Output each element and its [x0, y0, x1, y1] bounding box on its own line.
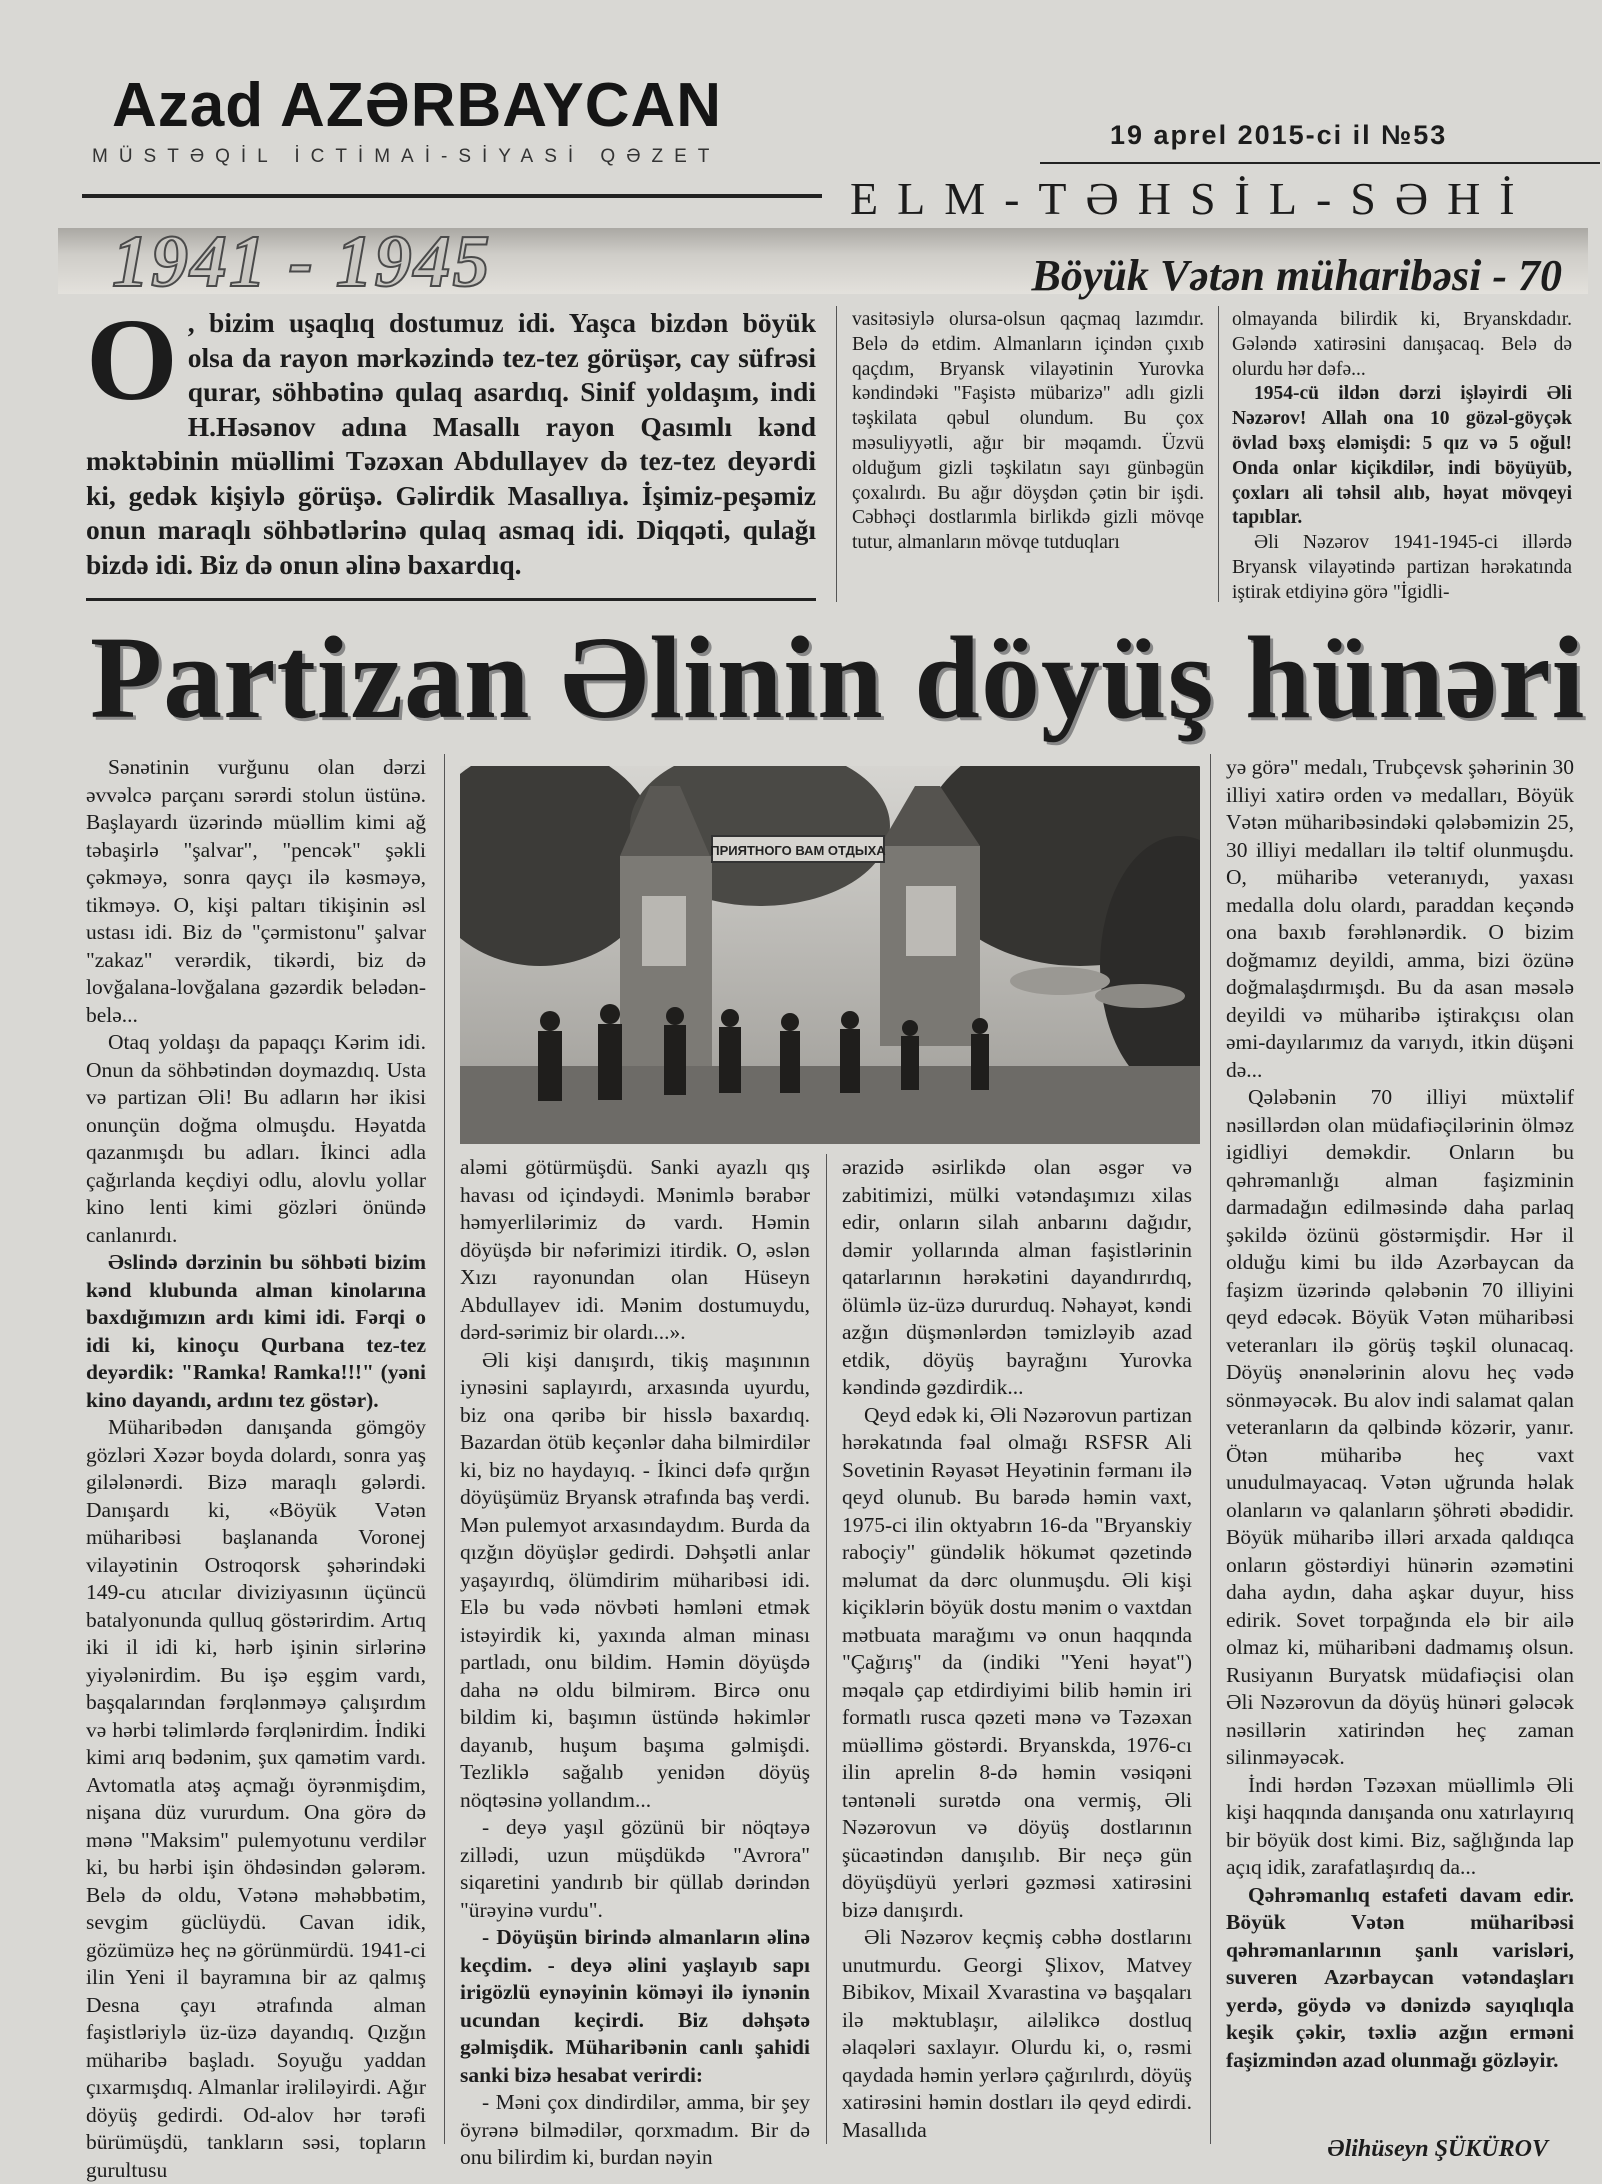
paragraph: Qeyd edək ki, Əli Nəzərovun partizan hərəkatında fəal olmağı RSFSR Ali Sovetinin Rəyasət Heyətinin fərmanı ilə qeyd olunub. Bu barədə həmin vaxt, 1975-ci ilin oktyabrın 16-da "Bryanskiy raboçiy" gündəlik hökumət qəzetində məlumat da dərc olunmuşdu. Əli kişi kiçiklərin böyük dostu mənim o vaxtdan mətbuata marağımı və onun haqqında "Çağırış" da (indiki "Yeni həyat") məqalə çap etdirdiyimi bilib həmin iri formatlı rusca qəzeti mənə və Təzəxan müəllimə göstərdi. Bryanskda, 1976-cı ilin aprelin 8-də həmin vəsiqəni təntənəli surətdə ona vermiş, Əli Nəzərovun və döyüş dostlarının şücaətindən danışılıb. Bir neçə gün döyüşdüyü yerləri gəzməsi xatirəsini bizə danışırdı.	[842, 1402, 1192, 1922]
column-4	[1226, 754, 1574, 2074]
issue-rule	[1040, 162, 1600, 164]
column-3	[842, 1154, 1192, 2144]
headline: Partizan Əlinin döyüş hünəri	[90, 612, 1586, 743]
column-2	[460, 1154, 810, 2172]
column-divider	[444, 754, 445, 2144]
paragraph: Qələbənin 70 illiyi müxtəlif nəsillərdən olan müdafiəçilərinin ölməz igidliyi deməkdir. Onların bu qəhrəmanlığı alman faşizminin darmadağın edilməsində daha parlaq şəkildə özünü göstərmişdir. Hər il olduğu kimi bu ildə Azərbaycan da faşizm üzərində qələbənin 70 illiyini qeyd edəcək. Böyük Vətən müharibəsi veteranları ilə görüş təşkil olunacaq. Döyüş ənənələrinin alovu heç vədə sönməyəcək. Bu alov indi salamat qalan veteranların da qəlbində közərir, yanır. Ötən müharibə heç vaxt unudulmayacaq. Vətən uğrunda həlak olanların və qalanların şöhrəti əbədidir. Böyük müharibə illəri arxada qaldıqca onların göstərdiyi hünərin əzəmətini daha aydın, daha aşkar duyur, hiss edirik. Sovet torpağında elə bir ailə olmaz ki, müharibəni dadmamış olsun. Rusiyanın Buryatsk müdafiəçisi olan Əli Nəzərovun da döyüş hünəri gələcək nəsillərin xatirindən heç zaman silinməyəcək.	[1226, 1085, 1574, 1769]
paragraph: Əslində dərzinin bu söhbəti bizim kənd klubunda alman kinolarına baxdığımızın ardı kimi idi. Fərqi o idi ki, kinoçu Qurbana tez-tez deyərdik: "Ramka! Ramka!!!" (yəni kino dayandı, ardını tez göstər).	[86, 1250, 426, 1412]
paragraph: Sənətinin vurğunu olan dərzi əvvəlcə parçanı sərərdi stolun üstünə. Başlayardı üzərində müəllim kimi ağ təbaşirlə "şalvar", "pencək" şəkli çəkməyə, sonra qayçı ilə kəsməyə, tikməyə. O, kişi paltarı tikişinin əsl ustası idi. Biz də "çərmistonu" şalvar "zakaz" verərdik, tikərdi, biz də lovğalana-lovğalana gəzərdik belədən-belə...	[86, 755, 426, 1027]
paragraph: Otaq yoldaşı da papaqçı Kərim idi. Onun da söhbətindən doymazdıq. Usta və partizan Əli! Bu adların hər ikisi onunçün doğma olmuşdu. Həyatda qazanmışdı bu adları. İkinci adla çağırlanda keçdiyi odlu, alovlu yollar kino lenti kimi gözləri önündə canlanırdı.	[86, 1030, 426, 1247]
dropcap: O	[86, 294, 178, 425]
issue-date: 19 aprel 2015-ci il №53	[1110, 120, 1448, 150]
masthead-rule	[82, 194, 822, 198]
paragraph: yə görə" medalı, Trubçevsk şəhərinin 30 illiyi xatirə orden və medalları, Böyük Vətən müharibəsindəki qələbəmizin 25, 30 illiyi medalları ilə təltif olunmuşdu. O, müharibə veteranıydı, yaxası medalla dolu olardı, paraddan keçəndə ona baxıb fərəhlənərdik. O bizim doğmamız deyildi, amma, bizi özünə doğmalaşdırmışdı. Bu da asan məsələ deyildi və müharibə iştirakçısı olan əmi-dayılarımız da varıydı, itkin düşəni də...	[1226, 755, 1574, 1082]
byline: Əlihüseyn ŞÜKÜROV	[1327, 2136, 1548, 2162]
section-rubric: ELM-TƏHSİL-SƏHİ	[850, 173, 1534, 224]
paragraph: 1954-cü ildən dərzi işləyirdi Əli Nəzərov! Allah ona 10 gözəl-göyçək övlad bəxş eləmişdi: 5 qız və 5 oğul! Onda onlar kiçikdilər, indi böyüyüb, çoxları ali təhsil alıb, həyat mövqeyi tapıblar.	[1232, 383, 1572, 529]
paragraph: aləmi götürmüşdü. Sanki ayazlı qış havası od içindəydi. Mənimlə bərabər həmyerlilərimiz də vardı. Həmin döyüşdə bir nəfərimizi itirdik. O, əslən Xızı rayonundan olan Hüseyn Abdullayev idi. Mənim dostumuydu, dərd-sərimiz bir olardı...».	[460, 1155, 810, 1344]
paragraph: Əli Nəzərov 1941-1945-ci illərdə Bryansk vilayətində partizan hərəkatında iştirak etdiyinə görə "İgidli-	[1232, 532, 1572, 603]
paragraph: İndi hərdən Təzəxan müəllimlə Əli kişi haqqında danışanda onu xatırlayırıq bir böyük dost kimi. Biz, sağlığında lap açıq idik, zarafatlaşırdıq da...	[1226, 1772, 1574, 1879]
column-divider	[836, 306, 837, 602]
photo-sign: ПРИЯТНОГО ВАМ ОТДЫХА	[710, 843, 886, 858]
paragraph: Əli kişi danışırdı, tikiş maşınının iynəsini saplayırdı, arxasında uyurdu, biz ona qəribə bir hisslə baxardıq. Bazardan ötüb keçənlər daha bilmirdilər ki, biz no haydayıq. - İkinci dəfə qırğın döyüşümüz Bryansk ətrafında baş verdi. Mən pulemyot arxasındaydım. Burda da qızğın döyüşlər gedirdi. Dəhşətli anlar yaşayırdıq, ölümdirim müharibəsi idi. Elə bu vədə növbəti həmləni etmək istəyirdik ki, yaxında alman minası partladı, onu bildim. Həmin döyüşdə daha nə oldu bilmirəm. Bircə onu bildim ki, başımın üstündə həkimlər dayanıb, huşum başıma gəlmişdi. Tezliklə sağalıb yenidən döyüş nöqtəsinə yollandım...	[460, 1347, 810, 1812]
paragraph: - Döyüşün birində almanların əlinə keçdim. - deyə əlini yaşlayıb sapı irigözlü eynəyinin köməyi ilə iynənin ucundan keçirdi. Biz dəhşətə gəlmişdik. Müharibənin canlı şahidi sanki bizə hesabat verirdi:	[460, 1925, 810, 2087]
paragraph: ərazidə əsirlikdə olan əsgər və zabitimizi, mülki vətəndaşımızı xilas edir, onların silah anbarını dağıdır, dəmir yollarında alman faşistlərinin qatarlarının hərəkətini dayandırırdıq, ölümlə üz-üzə dururduq. Nəhayət, kəndi azğın düşmənlərdən təmizləyib azad etdik, döyüş bayrağını Yurovka kəndində gəzdirdik...	[842, 1155, 1192, 1399]
photo-illustration	[460, 766, 1200, 1144]
newspaper-subtitle: MÜSTƏQİL İCTİMAİ-SİYASİ QƏZET	[92, 146, 721, 167]
newspaper-title: Azad AZƏRBAYCAN	[112, 71, 723, 140]
years-label: 1941 - 1945	[112, 221, 492, 303]
top-column-a	[852, 308, 1204, 556]
article-photo	[460, 766, 1200, 1144]
paragraph: - Məni çox dindirdilər, amma, bir şey öyrənə bilmədilər, qorxmadım. Bir də onu bilirdim ki, burdan nəyin	[460, 2090, 810, 2169]
column-divider	[1218, 306, 1219, 602]
lead-paragraph	[86, 294, 816, 582]
paragraph: vasitəsiylə olursa-olsun qaçmaq lazımdır. Belə də etdim. Almanların içindən çıxıb qaçdım, Bryansk vilayətinin Yurovka kəndindəki "Faşistə mübarizə" adlı gizli təşkilata qəbul olundum. Bu çox məsuliyyətli, ağır bir məqamdı. Üzvü olduğum gizli təşkilatın sayı günbəgün çoxalırdı. Bu ağır döyşdən çətin bir işdi. Cəbhəçi dostlarımla birlikdə gizli mövqe tutur, almanların mövqe tutduqları	[852, 309, 1204, 554]
column-divider	[826, 1154, 827, 2144]
paragraph: Əli Nəzərov keçmiş cəbhə dostlarını unutmurdu. Georgi Şlixov, Matvey Bibikov, Mixail Xvarastina və başqaları ilə məktublaşır, ailəlikcə dostluq əlaqələri saxlayır. Olurdu ki, o, rəsmi qaydada həmin yerlərə çağırılırdı, döyüş xatirəsini həmin dostları ilə qeyd edirdi. Masallıda	[842, 1925, 1192, 2142]
paragraph: - deyə yaşıl gözünü bir nöqtəyə zillədi, uzun müşdükdə "Avrora" siqaretini yandırıb bir qüllab dərindən "ürəyinə vurdu".	[460, 1815, 810, 1922]
top-column-b	[1232, 308, 1572, 606]
paragraph: Müharibədən danışanda gömgöy gözləri Xəzər boyda dolardı, sonra yaş gilələnərdi. Bizə maraqlı gələrdi. Danışardı ki, «Böyük Vətən müharibəsi başlananda Voronej vilayətinin Ostroqorsk şəhərindəki 149-cu atıcılar diviziyasının üçüncü batalyonunda qulluq göstərirdim. Artıq iki il idi ki, hərb işinin sirlərinə yiyələnirdim. Bu işə eşgim vardı, başqalarından fərqlənməyə çalışırdım və hərbi təlimlərdə fərqlənirdim. İndiki kimi arıq bədənim, şux qamətim vardı. Avtomatla atəş açmağı öyrənmişdim, nişana düz vururdum. Ona görə də mənə "Maksim" pulemyotunu verdilər ki, bu hərbi işin öhdəsindən gələrəm. Belə də oldu, Vətənə məhəbbətim, sevgim güclüydü. Cavan idik, gözümüzə heç nə görünmürdü. 1941-ci ilin Yeni il bayramına bir az qalmış Desna çayı ətrafında alman faşistləriylə üz-üzə dayandıq. Qızğın müharibə başladı. Soyuğu yaddan çıxarmışdıq. Almanlar irəliləyirdi. Ağır döyüş gedirdi. Od-alov hər tərəfi bürümüşdü, tankların səsi, topların gurultusu	[86, 1415, 426, 2182]
lead-rule	[86, 598, 816, 601]
lead-text: , bizim uşaqlıq dostumuz idi. Yaşca bizdən böyük olsa da rayon mərkəzində tez-tez görüşər, cay süfrəsi qurar, söhbətinə qulaq asardıq. Sinif yoldaşım, indi H.Həsənov adına Masallı rayon Qasımlı kənd məktəbinin müəllimi Təzəxan Abdullayev də tez-tez deyərdi ki, gedək kişiylə görüşə. Gəlirdik Masallıya. İşimiz-peşəmiz onun maraqlı söhbətlərinə qulaq asmaq idi. Diqqəti, qulağı bizdə idi. Biz də onun əlinə baxardıq.	[86, 307, 816, 580]
column-divider	[1210, 754, 1211, 2144]
paragraph: olmayanda bilirdik ki, Bryanskdadır. Gələndə xatirəsini danışacaq. Belə də olurdu hər dəfə...	[1232, 309, 1572, 380]
anniversary-label: Böyük Vətən müharibəsi - 70	[1031, 251, 1562, 300]
paragraph: Qəhrəmanlıq estafeti davam edir. Böyük Vətən müharibəsi qəhrəmanlarının şanlı varisləri, suveren Azərbaycan vətəndaşları yerdə, göydə və dənizdə sayıqlıqla keşik çəkir, təxliə azğın erməni faşizmindən azad olunmağı gözləyir.	[1226, 1882, 1574, 2072]
column-1	[86, 754, 426, 2184]
